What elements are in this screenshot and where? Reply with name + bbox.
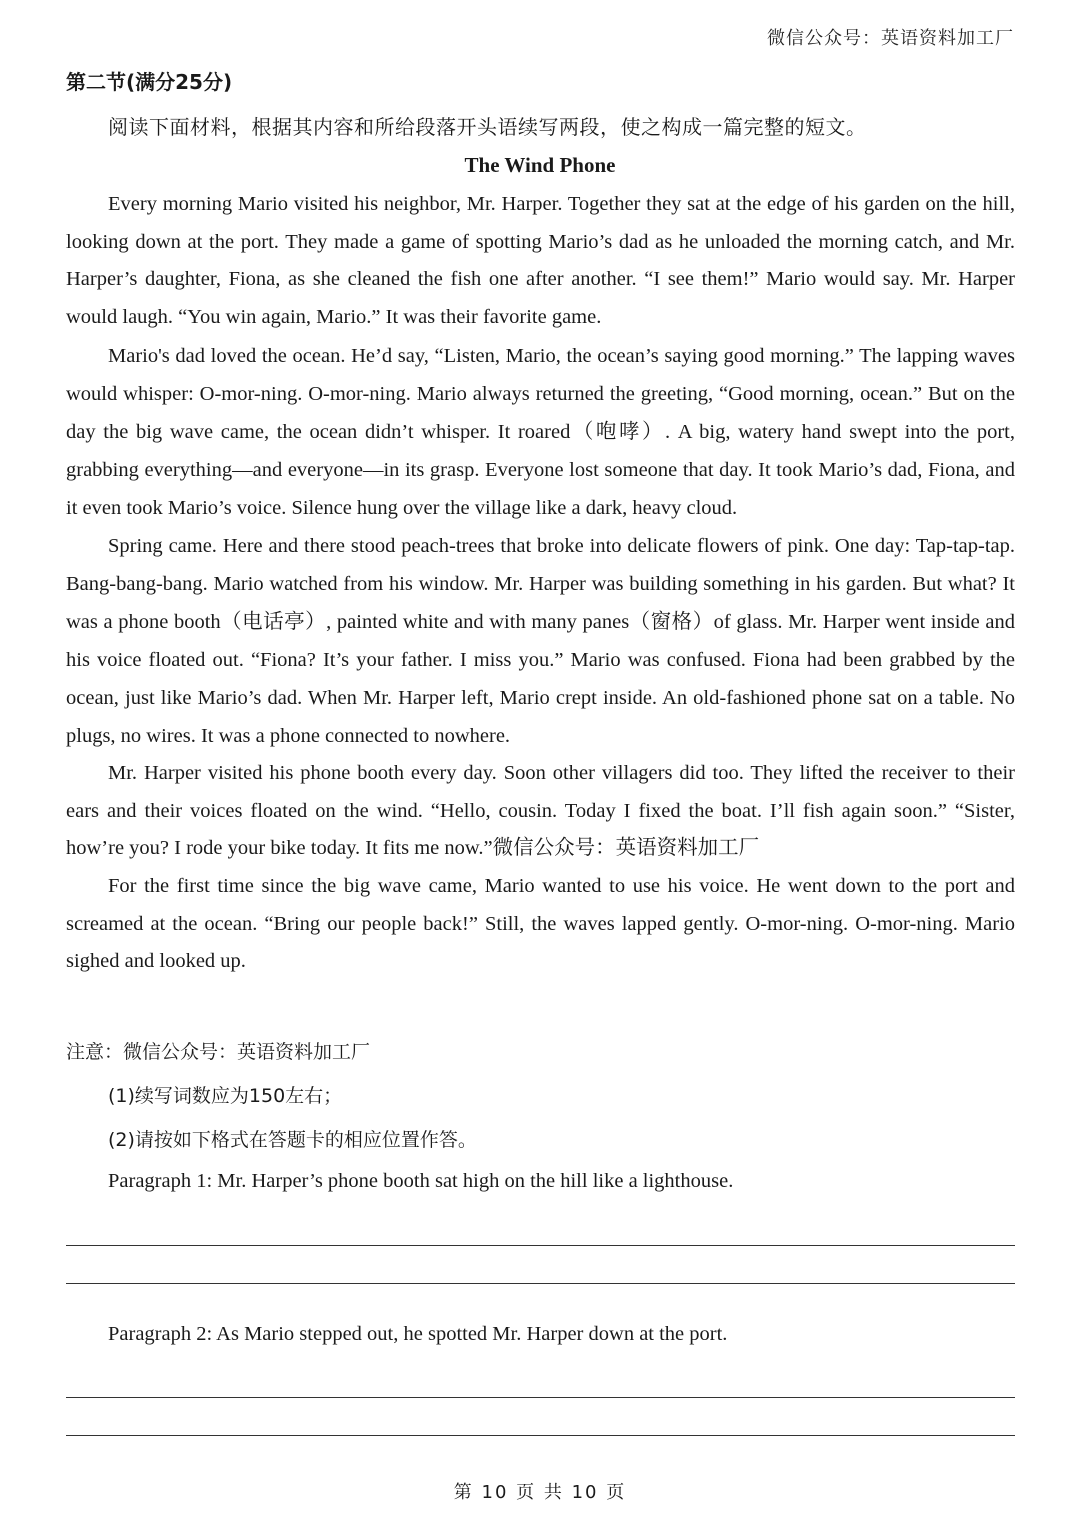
- story-paragraph: Spring came. Here and there stood peach-trees that broke into delicate flowers of pink. One day: Tap-tap-tap. Bang-bang-bang. Mario watched from his window. Mr. Harper was building something in his garden. But what? It was a phone booth（电话亭）, painted white and with many panes（窗格）of glass. Mr. Harper went inside and his voice floated out. “Fiona? It’s your father. I miss you.” Mario was confused. Fiona had been grabbed by the ocean, just like Mario’s dad. When Mr. Harper left, Mario crept inside. An old-fashioned phone sat on a table. No plugs, no wires. It was a phone connected to nowhere.: [66, 534, 1015, 747]
- answer-line: [66, 1283, 1015, 1284]
- note-item: (2)请按如下格式在答题卡的相应位置作答。: [108, 1129, 477, 1151]
- page-number: 第 10 页 共 10 页: [453, 1482, 627, 1503]
- story-body: [66, 186, 1015, 981]
- paragraph2-prompt: Paragraph 2: As Mario stepped out, he spotted Mr. Harper down at the port.: [108, 1323, 728, 1345]
- story-title: The Wind Phone: [464, 153, 616, 177]
- story-paragraph: For the first time since the big wave came, Mario wanted to use his voice. He went down to the port and screamed at the ocean. “Bring our people back!” Still, the waves lapped gently. O-mor-ning. O-mor-ning. Mario sighed and looked up.: [66, 874, 1015, 973]
- answer-line: [66, 1397, 1015, 1398]
- section-title: 第二节(满分25分): [66, 70, 233, 94]
- story-paragraph: Mario's dad loved the ocean. He’d say, “Listen, Mario, the ocean’s saying good morning.” The lapping waves would whisper: O-mor-ning. O-mor-ning. Mario always returned the greeting, “Good morning, ocean.” But on the day the big wave came, the ocean didn’t whisper. It roared（咆哮）. A big, watery hand swept into the port, grabbing everything—and everyone—in its grasp. Everyone lost someone that day. It took Mario’s dad, Fiona, and it even took Mario’s voice. Silence hung over the village like a dark, heavy cloud.: [66, 344, 1015, 519]
- answer-line: [66, 1245, 1015, 1246]
- section-instruction: 阅读下面材料，根据其内容和所给段落开头语续写两段，使之构成一篇完整的短文。: [108, 115, 867, 139]
- header-source-text: 微信公众号：英语资料加工厂: [767, 28, 1014, 49]
- notes-block: [66, 1036, 1015, 1168]
- paragraph1-prompt: Paragraph 1: Mr. Harper’s phone booth sat high on the hill like a lighthouse.: [108, 1170, 734, 1192]
- answer-line: [66, 1435, 1015, 1436]
- notes-heading: 注意：微信公众号：英语资料加工厂: [66, 1041, 371, 1063]
- story-paragraph: Mr. Harper visited his phone booth every day. Soon other villagers did too. They lifted the receiver to their ears and their voices floated on the wind. “Hello, cousin. Today I fixed the boat. I’ll fish again soon.” “Sister, how’re you? I rode your bike today. It fits me now.”微信公众号：英语资料加工厂: [66, 761, 1015, 860]
- note-item: (1)续写词数应为150左右；: [108, 1085, 343, 1107]
- story-paragraph: Every morning Mario visited his neighbor, Mr. Harper. Together they sat at the edge of his garden on the hill, looking down at the port. They made a game of spotting Mario’s dad as he unloaded the morning catch, and Mr. Harper’s daughter, Fiona, as she cleaned the fish one after another. “I see them!” Mario would say. Mr. Harper would laugh. “You win again, Mario.” It was their favorite game.: [66, 193, 1015, 329]
